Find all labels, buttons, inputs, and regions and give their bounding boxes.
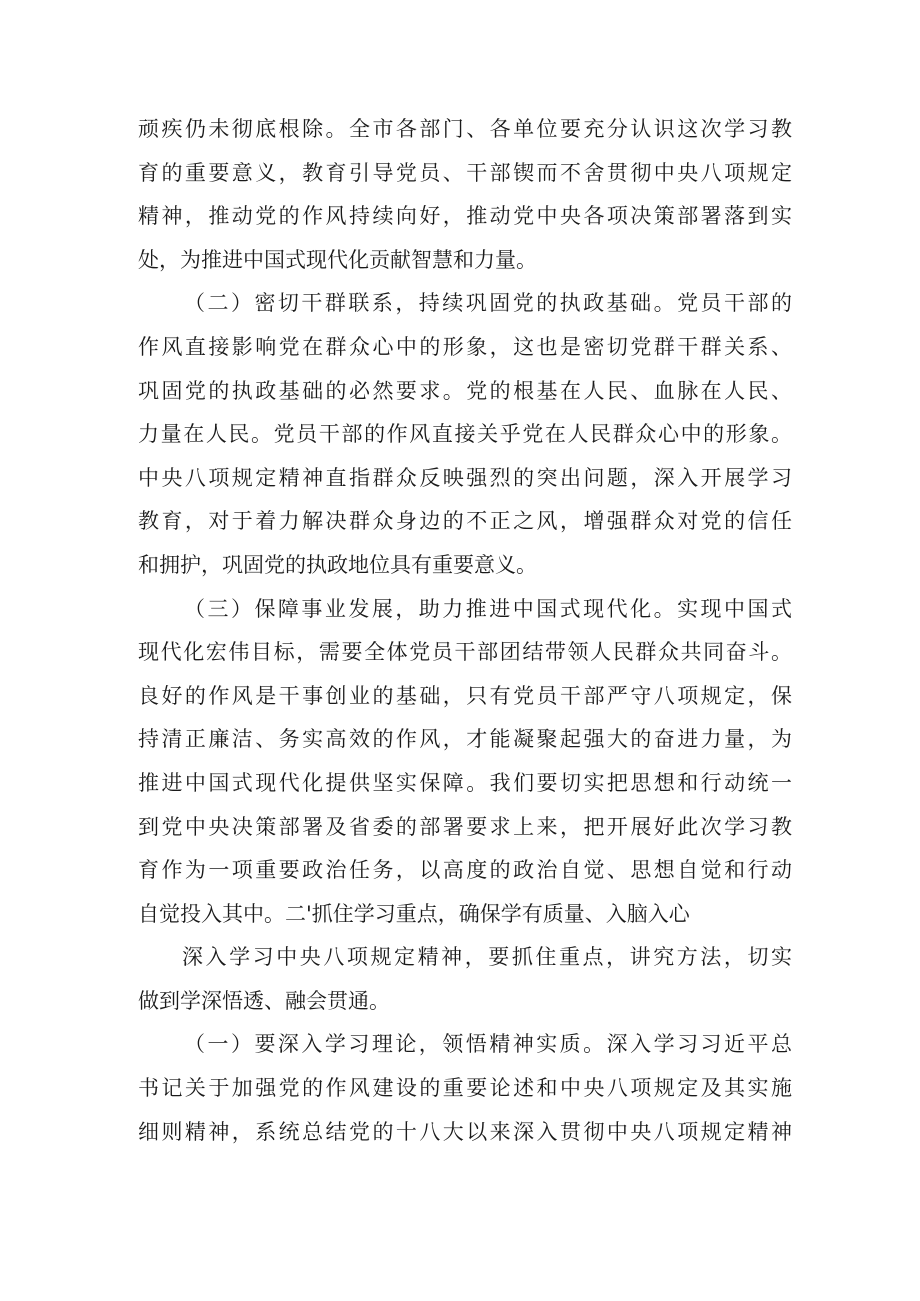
text-line: 持清正廉洁、务实高效的作风，才能凝聚起强大的奋进力量，为	[138, 727, 792, 752]
text-line: 现代化宏伟目标，需要全体党员干部团结带领人民群众共同奋斗。	[138, 640, 792, 665]
text-line: 精神，推动党的作风持续向好，推动党中央各项决策部署落到实	[138, 204, 792, 229]
text-line: 细则精神，系统总结党的十八大以来深入贯彻中央八项规定精神	[138, 1119, 792, 1144]
text-line: 到党中央决策部署及省委的部署要求上来，把开展好此次学习教	[138, 814, 792, 839]
text-line: 做到学深悟透、融会贯通。	[138, 988, 390, 1013]
text-line: 育的重要意义，教育引导党员、干部锲而不舍贯彻中央八项规定	[138, 160, 792, 185]
mixed-line	[138, 893, 792, 937]
section-heading: 二'抓住学习重点，确保学有质量、入脑入心	[285, 901, 690, 926]
text-line: 中央八项规定精神直指群众反映强烈的突出问题，深入开展学习	[138, 465, 792, 490]
text-line: 教育，对于着力解决群众身边的不正之风，增强群众对党的信任	[138, 509, 792, 534]
text-line: 顽疾仍未彻底根除。全市各部门、各单位要充分认识这次学习教	[138, 117, 792, 141]
text-line: 推进中国式现代化提供坚实保障。我们要切实把思想和行动统一	[138, 770, 792, 795]
paragraph-heading-3: （三）保障事业发展，助力推进中国式现代化。实现中国式	[184, 596, 792, 621]
text-line: 处，为推进中国式现代化贡献智慧和力量。	[138, 247, 537, 272]
document-body	[138, 108, 792, 1154]
text-line: 良好的作风是干事创业的基础，只有党员干部严守八项规定，保	[138, 683, 792, 708]
text-line: 深入学习中央八项规定精神，要抓住重点，讲究方法，切实	[182, 945, 792, 970]
text-line: 育作为一项重要政治任务，以高度的政治自觉、思想自觉和行动	[138, 858, 792, 883]
text-line: 书记关于加强党的作风建设的重要论述和中央八项规定及其实施	[138, 1076, 792, 1101]
text-line: 作风直接影响党在群众心中的形象，这也是密切党群干群关系、	[138, 334, 792, 359]
paragraph-heading-1: （一）要深入学习理论，领悟精神实质。深入学习习近平总	[184, 1032, 792, 1057]
text-line: 和拥护，巩固党的执政地位具有重要意义。	[138, 552, 537, 577]
text-line: 力量在人民。党员干部的作风直接关乎党在人民群众心中的形象。	[138, 422, 792, 447]
text-line: 巩固党的执政基础的必然要求。党的根基在人民、血脉在人民、	[138, 378, 792, 403]
paragraph-heading-2: （二）密切干群联系，持续巩固党的执政基础。党员干部的	[184, 291, 792, 316]
text-fragment: 自觉投入其中。	[138, 901, 285, 926]
